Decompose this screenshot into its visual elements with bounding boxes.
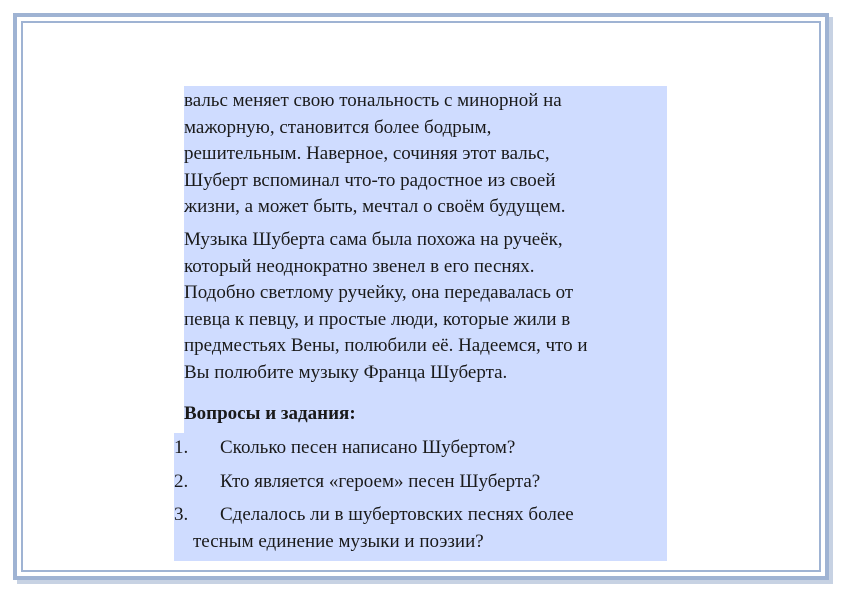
question-number: 1. xyxy=(174,437,189,459)
paragraph-line: Музыка Шуберта сама была похожа на ручеёк, xyxy=(184,228,563,250)
question-text: Сделалось ли в шубертовских песнях более xyxy=(220,504,574,526)
paragraph-line: предместьях Вены, полюбили её. Надеемся, что и xyxy=(184,335,588,357)
question-number: 2. xyxy=(174,470,189,492)
question-item xyxy=(174,467,667,501)
paragraph-1 xyxy=(184,86,667,227)
question-text: Сколько песен написано Шубертом? xyxy=(220,437,516,459)
paragraph-line: жизни, а может быть, мечтал о своём будущем. xyxy=(184,196,566,218)
question-item xyxy=(174,500,667,560)
questions-heading: Вопросы и задания: xyxy=(184,393,667,434)
question-text: Кто является «героем» песен Шуберта? xyxy=(220,470,541,492)
paragraph-2 xyxy=(184,227,667,393)
paragraph-line: который неоднократно звенел в его песнях. xyxy=(184,255,535,277)
question-number: 3. xyxy=(174,504,189,526)
frame-shadow-bottom xyxy=(17,580,833,584)
questions-list xyxy=(174,433,667,560)
paragraph-line: мажорную, становится более бодрым, xyxy=(184,116,492,138)
paragraph-line: певца к певцу, и простые люди, которые жили в xyxy=(184,308,571,330)
text-block xyxy=(174,86,667,561)
question-item xyxy=(174,433,667,467)
frame-shadow-right xyxy=(829,17,833,584)
paragraph-line: Вы полюбите музыку Франца Шуберта. xyxy=(184,361,508,383)
question-text-continuation: тесным единение музыки и поэзии? xyxy=(193,530,484,552)
paragraph-line: Шуберт вспоминал что-то радостное из своей xyxy=(184,169,556,191)
paragraph-line: решительным. Наверное, сочиняя этот вальс, xyxy=(184,143,550,165)
paragraph-line: вальс меняет свою тональность с минорной на xyxy=(184,90,562,111)
paragraph-line: Подобно светлому ручейку, она передавалась от xyxy=(184,282,574,304)
